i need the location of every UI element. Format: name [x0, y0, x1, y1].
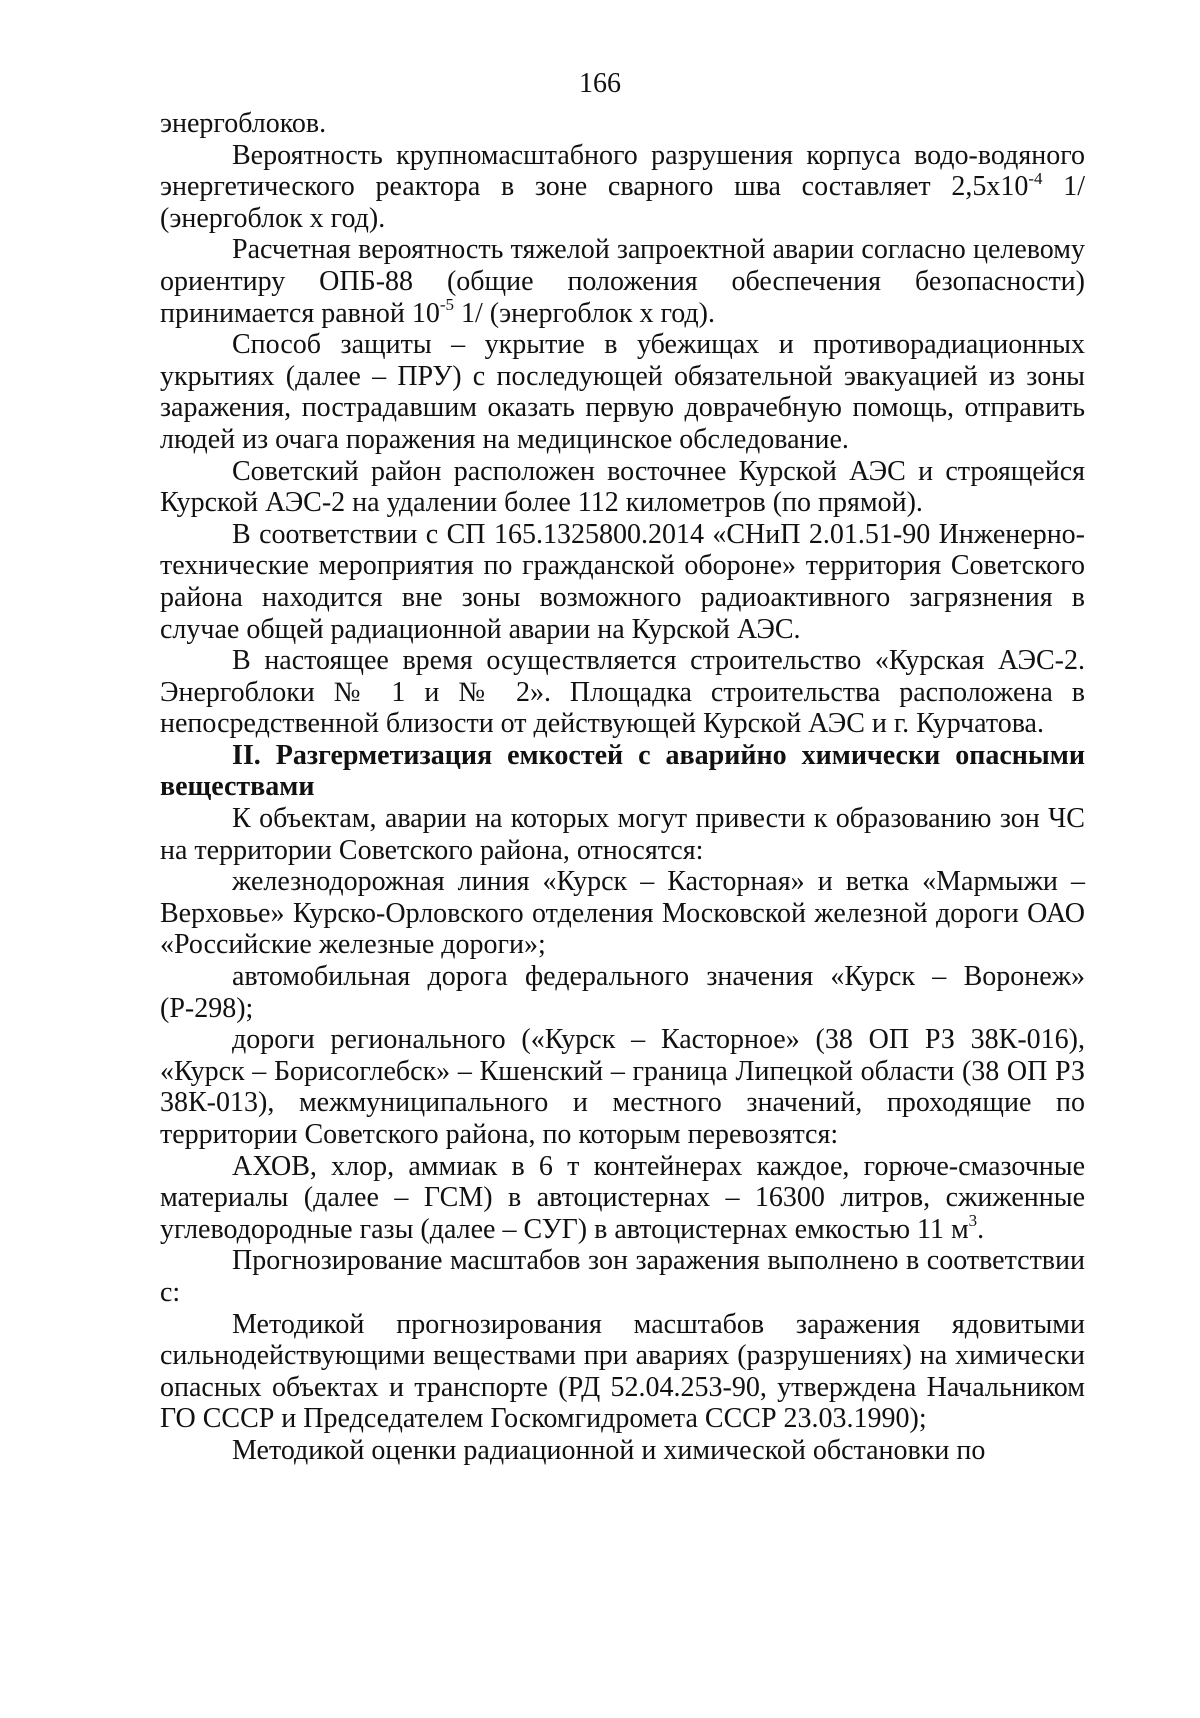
paragraph-continuation	[160, 108, 1085, 140]
paragraph-text: В соответствии с СП 165.1325800.2014 «СНиП 2.01.51-90 Инженерно-технические мероприятия по гражданской обороне» территория Советского района находится вне зоны возможного радиоактивного загрязнения в случае общей радиационной аварии на Курской АЭС.	[160, 518, 1085, 645]
paragraph-text-after-exponent: .	[977, 1213, 985, 1245]
paragraph-protection-method	[160, 329, 1085, 455]
paragraph-transported-substances	[160, 1151, 1085, 1246]
exponent: -5	[439, 295, 454, 315]
section-heading	[160, 740, 1085, 803]
paragraph-beyond-design-accident	[160, 234, 1085, 329]
exponent: -4	[1028, 168, 1043, 188]
paragraph-text: Прогнозирование масштабов зон заражения выполнено в соответствии с:	[160, 1245, 1085, 1308]
document-body	[160, 108, 1085, 1467]
paragraph-text: К объектам, аварии на которых могут привести к образованию зон ЧС на территории Советского района, относятся:	[160, 803, 1085, 866]
paragraph-text: Вероятность крупномасштабного разрушения корпуса водо-водяного энергетического реактора в зоне сварного шва составляет 2,5х10	[160, 139, 1085, 203]
paragraph-methodology-2	[160, 1435, 1085, 1467]
paragraph-text: Расчетная вероятность тяжелой запроектной аварии согласно целевому ориентиру ОПБ-88 (общие положения обеспечения безопасности) принимается равной 10	[160, 234, 1085, 329]
paragraph-objects-intro	[160, 803, 1085, 866]
paragraph-federal-road	[160, 961, 1085, 1024]
paragraph-text: дороги регионального («Курск – Касторное» (38 ОП РЗ 38К-016), «Курск – Борисоглебск» – Кшенский – граница Липецкой области (38 ОП РЗ 38К-013), межмуниципального и местного значений, проходящие по территории Советского района, по которым перевозятся:	[160, 1024, 1085, 1150]
paragraph-construction-note	[160, 645, 1085, 740]
paragraph-railway	[160, 866, 1085, 961]
paragraph-text-after-exponent: 1/ (энергоблок х год).	[454, 297, 715, 329]
paragraph-regulation-reference	[160, 519, 1085, 645]
paragraph-regional-roads	[160, 1024, 1085, 1150]
paragraph-methodology-1	[160, 1309, 1085, 1435]
paragraph-reactor-failure-probability	[160, 140, 1085, 235]
paragraph-text: Методикой оценки радиационной и химической обстановки по	[232, 1434, 986, 1466]
exponent: 3	[968, 1211, 978, 1231]
paragraph-text-after-exponent: 1/ (энергоблок х год).	[160, 171, 1085, 234]
paragraph-text: Советский район расположен восточнее Курской АЭС и строящейся Курской АЭС-2 на удалении более 112 километров (по прямой).	[160, 455, 1085, 519]
paragraph-forecasting-intro	[160, 1245, 1085, 1308]
paragraph-district-location	[160, 456, 1085, 519]
section-heading-text: II. Разгерметизация емкостей с аварийно химически опасными веществами	[160, 739, 1085, 803]
paragraph-text: В настоящее время осуществляется строительство «Курская АЭС-2. Энергоблоки № 1 и № 2». Площадка строительства расположена в непосредственной близости от действующей Курской АЭС и г. Курчатова.	[160, 645, 1085, 740]
paragraph-text: железнодорожная линия «Курск – Касторная» и ветка «Мармыжи – Верховье» Курско-Орловского отделения Московской железной дороги ОАО «Российские железные дороги»;	[160, 866, 1085, 961]
page-number: 166	[579, 68, 621, 99]
paragraph-text: АХОВ, хлор, аммиак в 6 т контейнерах каждое, горюче-смазочные материалы (далее – ГСМ) в автоцистернах – 16300 литров, сжиженные углеводородные газы (далее – СУГ) в автоцистернах емкостью 11 м	[160, 1150, 1085, 1245]
paragraph-text: автомобильная дорога федерального значения «Курск – Воронеж» (Р-298);	[160, 961, 1085, 1024]
paragraph-text: энергоблоков.	[160, 108, 327, 139]
paragraph-text: Способ защиты – укрытие в убежищах и противорадиационных укрытиях (далее – ПРУ) с последующей обязательной эвакуацией из зоны заражения, пострадавшим оказать первую доврачебную помощь, отправить людей из очага поражения на медицинское обследование.	[160, 329, 1085, 455]
paragraph-text: Методикой прогнозирования масштабов заражения ядовитыми сильнодействующими веществами при авариях (разрушениях) на химически опасных объектах и транспорте (РД 52.04.253-90, утверждена Начальником ГО СССР и Председателем Госкомгидромета СССР 23.03.1990);	[160, 1308, 1085, 1435]
